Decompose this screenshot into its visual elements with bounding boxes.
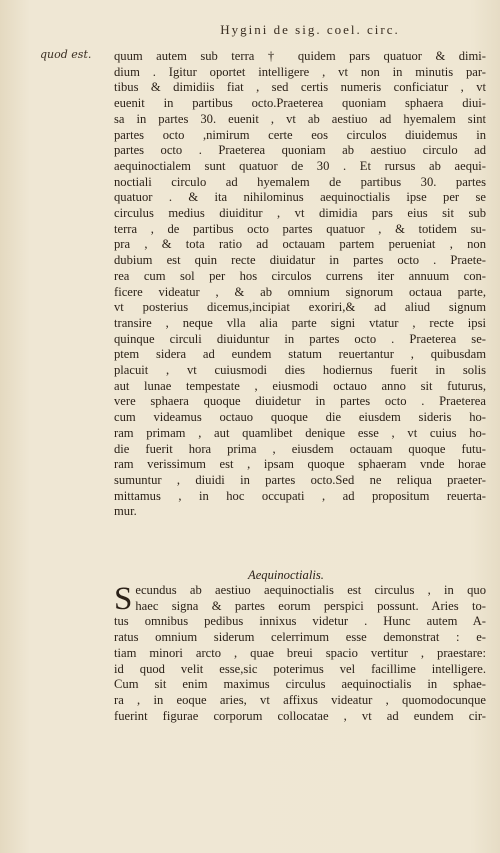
text-line: circulus medius diuiditur , vt dimidia pars eius sit sub (114, 206, 486, 221)
text-line: tus omnibus pedibus innixus videtur . Hunc autem A- (114, 614, 486, 629)
text-line: Cum sit enim maximus circulus aequinoctialis in sphae- (114, 677, 486, 692)
text-line: vere sphaera quoque diuidetur in partes octo . Praeterea (114, 394, 486, 409)
text-line: die fuerit hora prima , eiusdem octauam quoque futu- (114, 441, 486, 456)
text-line: euenit in partibus octo.Praeterea quoniam sphaera diui- (114, 96, 486, 111)
text-line: ecundus ab aestiuo aequinoctialis est circulus , in quo (135, 583, 486, 597)
text-line: partes octo . Praeterea quoniam ab aestiuo circulo ad (114, 143, 486, 158)
running-head: Hygini de sig. coel. circ. (220, 22, 400, 37)
paragraph-1 (114, 49, 486, 520)
text-line: mittamus , in hoc occupati , ad propositum reuerta- (114, 488, 486, 503)
margin-note: quod est. (40, 48, 92, 61)
text-line: aut lunae tempestate , eiusmodi octauo anno sit futurus, (114, 378, 486, 393)
text-line: ratus omnium siderum celerrimum esse demonstrat : e- (114, 630, 486, 645)
text-line: aequinoctialem sunt quatuor de 30 . Et rursus ab aequi- (114, 158, 486, 173)
text-line: terra , de partibus octo partes quatuor , & totidem su- (114, 221, 486, 236)
text-line: ram primam , aut quamlibet denique esse , vt cuius ho- (114, 425, 486, 440)
text-line: quatuor . & ita nihilominus aequinoctialis ipse per se (114, 190, 486, 205)
drop-cap: S (114, 581, 133, 617)
text-line: tibus & dimidiis fiat , sed certis numeris conficiatur , vt (114, 80, 486, 95)
text-line: ra , in eoque aries, vt affixus videatur , quomodocunque (114, 692, 486, 707)
text-line: ficere videatur , & ab omnium signorum octaua parte, (114, 284, 486, 299)
text-line: sumuntur , diuidi in partes octo.Sed ne reliqua praeter- (114, 472, 486, 487)
text-line: placuit , vt cuiusmodi dies hodiernus fuerit in solis (114, 363, 486, 378)
text-line: cum videamus octauo quoque die eiusdem sideris ho- (114, 410, 486, 425)
text-line: ptem sidera ad eundem statum reuertantur , quibusdam (114, 347, 486, 362)
text-line: transire , neque vlla alia parte signi vtatur , recte ipsi (114, 315, 486, 330)
text-line: noctiali circulo ad hyemalem de partibus 30. partes (114, 174, 486, 189)
text-line: pra , & tota ratio ad octauam partem perueniat , non (114, 237, 486, 252)
text-line: quinque circuli diuiduntur in partes octo . Praeterea se- (114, 331, 486, 346)
text-line: fuerint figurae corporum collocatae , vt ad eundem cir- (114, 708, 486, 723)
text-line: quum autem sub terra † quidem pars quatuor & dimi- (114, 49, 486, 63)
text-line: sa in partes 30. euenit , vt ab aestiuo ad hyemalem sint (114, 111, 486, 126)
text-line: vt posterius dicemus,incipiat exoriri,& ad aliud signum (114, 300, 486, 315)
text-line: haec signa & partes eorum perspici possunt. Aries to- (135, 598, 486, 613)
text-line: mur. (114, 504, 137, 519)
text-line: tiam minori arcto , quae breui spacio vertitur , praestare: (114, 645, 486, 660)
text-line: ram verissimum est , ipsam quoque sphaeram vnde horae (114, 457, 486, 472)
text-line: dubium est quin recte diuidatur in partes octo . Praete- (114, 253, 486, 268)
paragraph-2 (114, 583, 486, 724)
section-heading: Aequinoctialis. (248, 568, 324, 582)
text-line: id quod velit esse,sic poterimus vel facillime intelligere. (114, 661, 486, 676)
text-line: dium . Igitur oportet intelligere , vt non in minutis par- (114, 64, 486, 79)
text-line: rea cum sol per hos circulos currens iter annuum con- (114, 268, 486, 283)
text-line: partes octo ,nimirum certe eos circulos diuidemus in (114, 127, 486, 142)
